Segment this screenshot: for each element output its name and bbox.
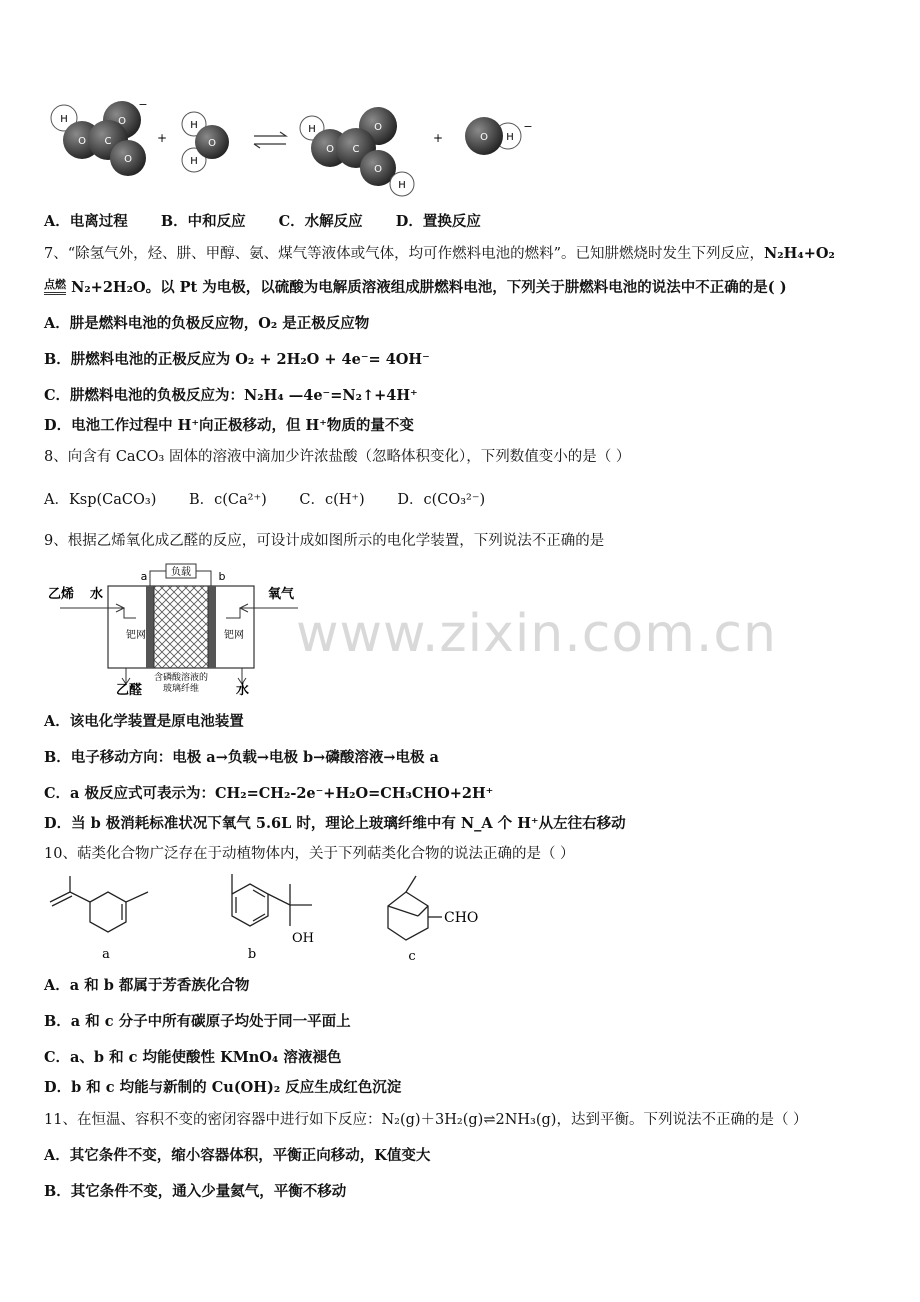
svg-text:b: b — [218, 570, 226, 583]
svg-text:H: H — [308, 124, 316, 135]
q8-stem: 8、向含有 CaCO₃ 固体的溶液中滴加少许浓盐酸（忽略体积变化），下列数值变小的是（ ） — [44, 449, 631, 465]
q10-stem: 10、萜类化合物广泛存在于动植物体内，关于下列萜类化合物的说法正确的是（ ） — [44, 846, 575, 862]
q6-option-a: A．电离过程 — [44, 213, 128, 230]
svg-text:OH: OH — [292, 931, 314, 946]
svg-text:水: 水 — [90, 587, 104, 602]
reaction-condition: 点燃 — [44, 278, 66, 295]
svg-text:a: a — [140, 570, 148, 583]
q10-option-c: C．a、b 和 c 均能使酸性 KMnO₄ 溶液褪色 — [44, 1049, 342, 1066]
svg-text:+: + — [156, 131, 168, 145]
q7-stem-line1: 7、“除氢气外，烃、肼、甲醇、氨、煤气等液体或气体，均可作燃料电池的燃料”。已知肼燃烧时发生下列反应，N₂H₄+O₂ — [44, 245, 835, 262]
svg-text:氧气: 氧气 — [268, 587, 295, 602]
q6-options — [44, 212, 509, 232]
q11-option-b: B．其它条件不变，通入少量氦气，平衡不移动 — [44, 1183, 347, 1200]
svg-text:O: O — [208, 138, 216, 149]
q8-option-c: C．c(H⁺) — [299, 492, 365, 508]
svg-text:−: − — [138, 98, 148, 111]
svg-text:乙醛: 乙醛 — [116, 683, 143, 698]
q11-option-a: A．其它条件不变，缩小容器体积，平衡正向移动，K值变大 — [44, 1147, 431, 1164]
svg-text:H: H — [506, 132, 514, 143]
svg-text:钯网: 钯网 — [126, 630, 146, 641]
svg-text:c: c — [408, 949, 416, 964]
watermark: www.zixin.com.cn — [296, 604, 777, 664]
q10-option-a: A．a 和 b 都属于芳香族化合物 — [44, 977, 250, 994]
svg-text:水: 水 — [236, 683, 250, 698]
svg-text:CHO: CHO — [444, 910, 479, 926]
svg-text:含磷酸溶液的: 含磷酸溶液的 — [153, 673, 209, 683]
svg-text:C: C — [352, 144, 360, 155]
hydrolysis-molecule-figure — [40, 92, 540, 200]
q9-option-b: B．电子移动方向：电极 a→负载→电极 b→磷酸溶液→电极 a — [44, 749, 439, 766]
svg-text:a: a — [102, 947, 110, 962]
svg-text:钯网: 钯网 — [224, 630, 244, 641]
q9-option-d: D．当 b 极消耗标准状况下氧气 5.6L 时，理论上玻璃纤维中有 N_A 个 H⁺从左往右移动 — [44, 815, 626, 832]
svg-text:H: H — [190, 156, 198, 167]
svg-text:−: − — [523, 120, 533, 133]
q7-option-a: A．肼是燃料电池的负极反应物，O₂ 是正极反应物 — [44, 315, 370, 332]
svg-text:O: O — [326, 144, 334, 155]
q7-stem-line2: 点燃 N₂+2H₂O。以 Pt 为电极，以硫酸为电解质溶液组成肼燃料电池，下列关于肼燃料电池的说法中不正确的是( ) — [44, 278, 787, 296]
atom-h: H — [60, 114, 68, 125]
q10-option-b: B．a 和 c 分子中所有碳原子均处于同一平面上 — [44, 1013, 351, 1030]
svg-text:O: O — [374, 164, 382, 175]
q9-stem: 9、根据乙烯氧化成乙醛的反应，可设计成如图所示的电化学装置，下列说法不正确的是 — [44, 533, 605, 549]
svg-text:C: C — [104, 136, 112, 147]
svg-text:O: O — [118, 116, 126, 127]
q6-option-b: B．中和反应 — [160, 213, 246, 230]
svg-text:玻璃纤维: 玻璃纤维 — [162, 684, 200, 694]
q6-option-c: C．水解反应 — [278, 213, 363, 230]
q8-option-b: B．c(Ca²⁺) — [188, 492, 267, 508]
svg-text:b: b — [247, 947, 257, 962]
q8-options — [44, 490, 513, 510]
q8-option-a: A．Ksp(CaCO₃) — [44, 492, 157, 508]
svg-text:O: O — [374, 122, 382, 133]
svg-text:H: H — [190, 120, 198, 131]
q7-option-c: C．肼燃料电池的负极反应为：N₂H₄ —4e⁻=N₂↑+4H⁺ — [44, 387, 418, 404]
svg-text:O: O — [124, 154, 132, 165]
q7-option-b: B．肼燃料电池的正极反应为 O₂ + 2H₂O + 4e⁻= 4OH⁻ — [44, 351, 430, 368]
svg-text:+: + — [432, 131, 444, 145]
svg-text:O: O — [78, 136, 86, 147]
q11-stem: 11、在恒温、容积不变的密闭容器中进行如下反应：N₂(g)＋3H₂(g)⇌2NH₃(g)，达到平衡。下列说法不正确的是（ ） — [44, 1112, 808, 1128]
terpene-structures-figure — [44, 872, 504, 966]
q6-option-d: D．置换反应 — [395, 213, 481, 230]
q10-option-d: D．b 和 c 均能与新制的 Cu(OH)₂ 反应生成红色沉淀 — [44, 1079, 402, 1096]
q7-option-d: D．电池工作过程中 H⁺向正极移动，但 H⁺物质的量不变 — [44, 417, 414, 434]
svg-text:负载: 负载 — [171, 567, 191, 578]
q9-option-a: A．该电化学装置是原电池装置 — [44, 713, 244, 730]
q9-option-c: C．a 极反应式可表示为：CH₂=CH₂-2e⁻+H₂O=CH₃CHO+2H⁺ — [44, 785, 494, 802]
svg-text:乙烯: 乙烯 — [48, 587, 75, 602]
electrochemical-cell-figure — [46, 560, 306, 700]
svg-text:H: H — [398, 180, 406, 191]
svg-text:O: O — [480, 132, 488, 143]
q8-option-d: D．c(CO₃²⁻) — [397, 492, 486, 508]
